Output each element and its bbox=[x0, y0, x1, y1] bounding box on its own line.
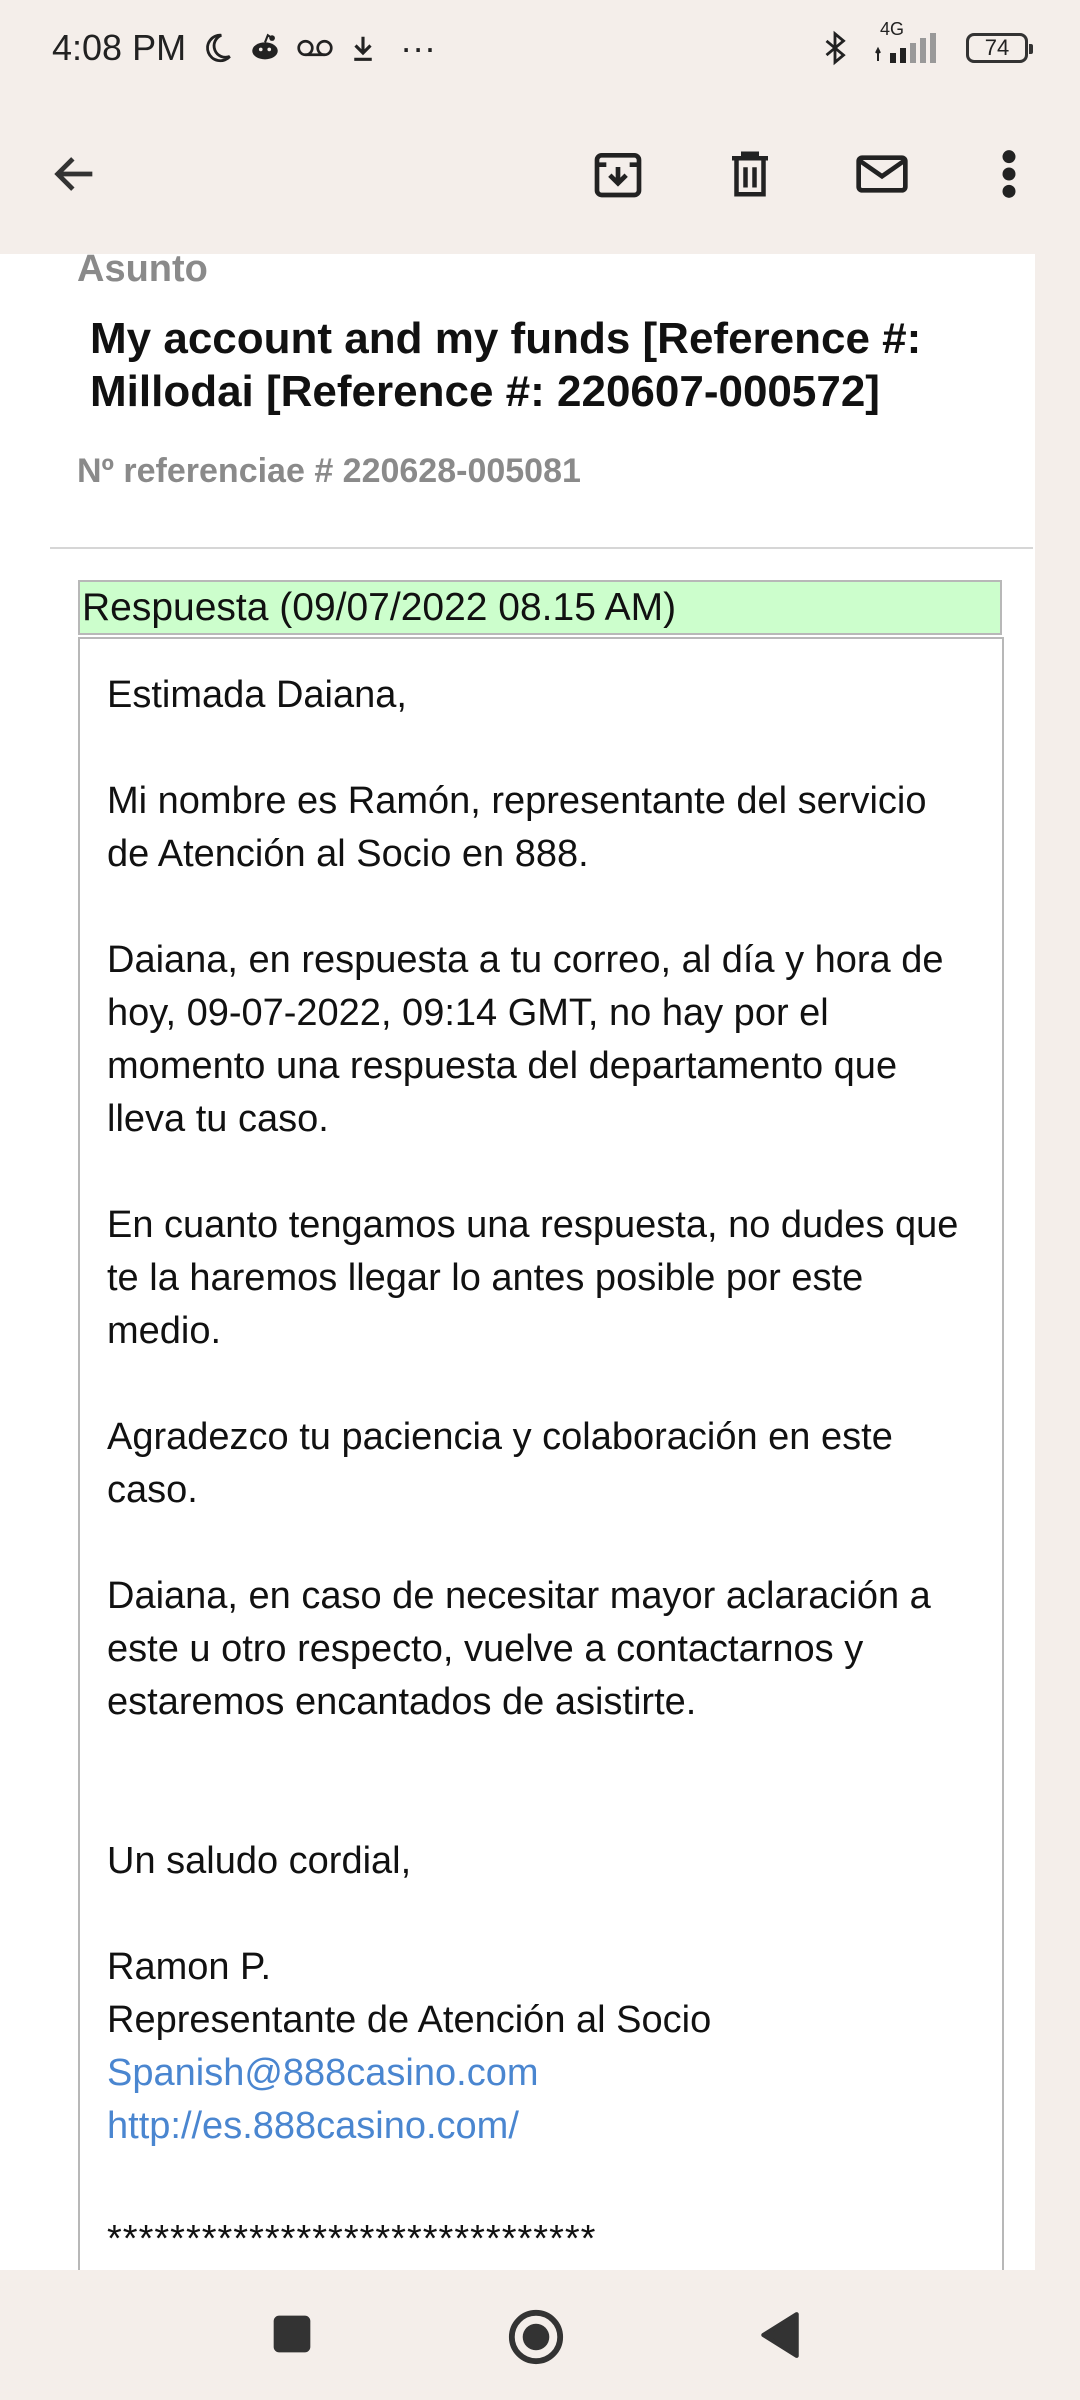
response-body bbox=[78, 637, 1004, 2277]
body-paragraph-1: Mi nombre es Ramón, representante del servicio de Atención al Socio en 888. bbox=[107, 780, 927, 875]
body-paragraph-2: Daiana, en respuesta a tu correo, al día y hora de hoy, 09-07-2022, 09:14 GMT, no hay por el momento una respuesta del departamento que lleva tu caso. bbox=[107, 939, 944, 1140]
square-icon bbox=[270, 2312, 314, 2361]
more-options-button[interactable] bbox=[969, 136, 1049, 216]
email-toolbar bbox=[0, 96, 1080, 254]
body-closing: Un saludo cordial, bbox=[107, 1840, 412, 1882]
divider bbox=[50, 547, 1033, 549]
subject-label: Asunto bbox=[77, 248, 208, 290]
signature-name: Ramon P. bbox=[107, 1946, 272, 1988]
response-header: Respuesta (09/07/2022 08.15 AM) bbox=[78, 580, 1002, 635]
status-time: 4:08 PM bbox=[52, 27, 187, 68]
signature-separator: ******************************* bbox=[107, 2218, 597, 2260]
email-subject: My account and my funds [Reference #: Millodai [Reference #: 220607-000572] bbox=[90, 314, 922, 416]
triangle-back-icon bbox=[758, 2310, 802, 2365]
status-more: ··· bbox=[400, 27, 437, 68]
back-button[interactable] bbox=[35, 136, 115, 216]
more-vert-icon bbox=[999, 148, 1019, 205]
archive-icon bbox=[590, 146, 646, 207]
recents-button[interactable] bbox=[270, 2312, 314, 2361]
reference-number: Nº referenciae # 220628-005081 bbox=[77, 452, 581, 490]
status-left bbox=[52, 27, 436, 69]
battery-indicator bbox=[966, 33, 1028, 63]
signature-email-link[interactable]: Spanish@888casino.com bbox=[107, 2052, 539, 2094]
network-type: 4G bbox=[880, 19, 905, 39]
archive-button[interactable] bbox=[578, 136, 658, 216]
download-icon bbox=[348, 33, 378, 63]
mail-icon bbox=[851, 146, 913, 207]
back-arrow-icon bbox=[49, 148, 101, 205]
voicemail-icon bbox=[296, 33, 334, 63]
mark-unread-button[interactable] bbox=[842, 136, 922, 216]
reddit-icon bbox=[248, 31, 282, 65]
moon-icon bbox=[200, 31, 234, 65]
body-greeting: Estimada Daiana, bbox=[107, 674, 407, 716]
nav-back-button[interactable] bbox=[758, 2310, 802, 2365]
signature-url-link[interactable]: http://es.888casino.com/ bbox=[107, 2105, 519, 2147]
battery-level: 74 bbox=[984, 35, 1010, 60]
status-right bbox=[818, 19, 1028, 67]
bluetooth-icon bbox=[818, 29, 852, 67]
body-paragraph-5: Daiana, en caso de necesitar mayor aclaración a este u otro respecto, vuelve a contactarnos y estaremos encantados de asistirte. bbox=[107, 1575, 931, 1723]
signature-title: Representante de Atención al Socio bbox=[107, 1999, 712, 2041]
body-paragraph-4: Agradezco tu paciencia y colaboración en este caso. bbox=[107, 1416, 893, 1511]
delete-button[interactable] bbox=[710, 136, 790, 216]
home-button[interactable] bbox=[507, 2308, 565, 2371]
body-paragraph-3: En cuanto tengamos una respuesta, no dudes que te la haremos llegar lo antes posible por este medio. bbox=[107, 1204, 959, 1352]
signal-icon bbox=[874, 19, 944, 65]
system-nav-bar bbox=[0, 2270, 1080, 2400]
circle-icon bbox=[507, 2308, 565, 2371]
trash-icon bbox=[723, 146, 777, 207]
status-bar bbox=[0, 0, 1080, 96]
